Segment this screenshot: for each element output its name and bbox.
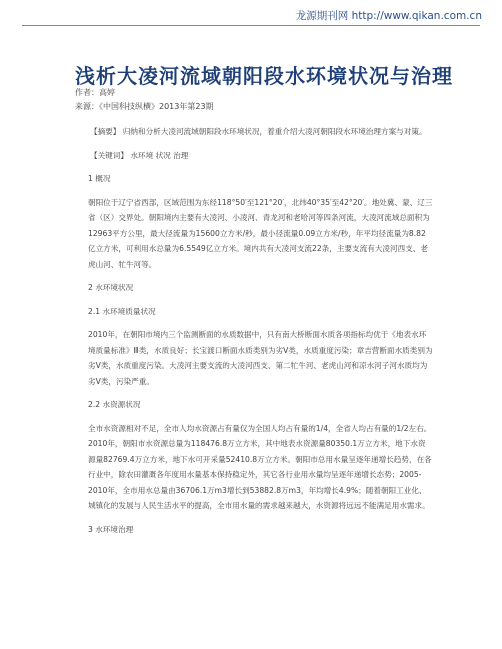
header-divider (22, 25, 480, 26)
section-heading: 2.1 水环境质量状况 (88, 306, 156, 316)
section-heading: 1 概况 (88, 174, 111, 183)
article-source: 来源：《中国科技纵横》2013年第23期 (75, 102, 214, 111)
paragraph: 朝阳位于辽宁省西部，区域范围为东经118°50′至121°20′，北纬40°35′至42°20′。地处冀、蒙、辽三省（区）交界处。朝阳境内主要有大凌河、小凌河、青龙河和老哈河等四条河流，大凌河流域总面积为12963平方公里，最大径流量为15600立方米/秒，最小径流量0.09立方米/秒，年平均径流量为8.82亿立方米，可利用水总量为6.5549亿立方米。境内共有大凌河支流22条，主要支流有大凌河西支、老虎山河、牤牛河等。 (88, 197, 433, 269)
section-heading: 2.2 水资源状况 (88, 400, 141, 409)
abstract: 【摘要】 归纳和分析大凌河流域朝阳段水环境状况，着重介绍大凌河朝阳段水环境治理方案与对策。 (90, 127, 427, 136)
article-author: 作者：高婷 (75, 88, 115, 97)
article-body (88, 124, 433, 537)
section-heading: 2 水环境状况 (88, 283, 134, 292)
article-title: 浅析大凌河流域朝阳段水环境状况与治理 (75, 64, 453, 88)
section-heading: 3 水环境治理 (88, 524, 134, 534)
keywords: 【关键词】 水环境 状况 治理 (90, 150, 189, 160)
paragraph: 全市水资源相对不足，全市人均水资源占有量仅为全国人均占有量的1/4，全省人均占有量的1/2左右。2010年，朝阳市水资源总量为118476.8万立方米，其中地表水资源量80350.1万立方米，地下水资源量82769.4万立方米，地下水可开采量52410.8万立方米。朝阳市总用水量呈逐年递增长趋势，在各行业中，除农田灌溉各年度用水量基本保持稳定外，其它各行业用水量均呈逐年递增长态势；2005-2010年，全市用水总量由36706.1万m3增长到53882.8万m3，年均增长4.9%；随着朝阳工业化、城镇化的发展与人民生活水平的提高，全市用水量的需求越来越大，水资源将远远不能满足用水需求。 (88, 423, 432, 510)
paragraph: 2010年，在朝阳市境内三个监测断面的水质数据中，只有南大桥断面水质各项指标均优于《地表水环境质量标准》Ⅲ类，水质良好；长宝渡口断面水质类别为劣Ⅴ类，水质重度污染；章吉营断面水质类别为劣Ⅴ类，水质重度污染。大凌河主要支流的大凌河西支、第二牤牛河、老虎山河和凉水河子河水质均为劣Ⅴ类，污染严重。 (88, 330, 433, 386)
site-header-link[interactable]: 龙源期刊网 http://www.qikan.com.cn (295, 10, 482, 22)
